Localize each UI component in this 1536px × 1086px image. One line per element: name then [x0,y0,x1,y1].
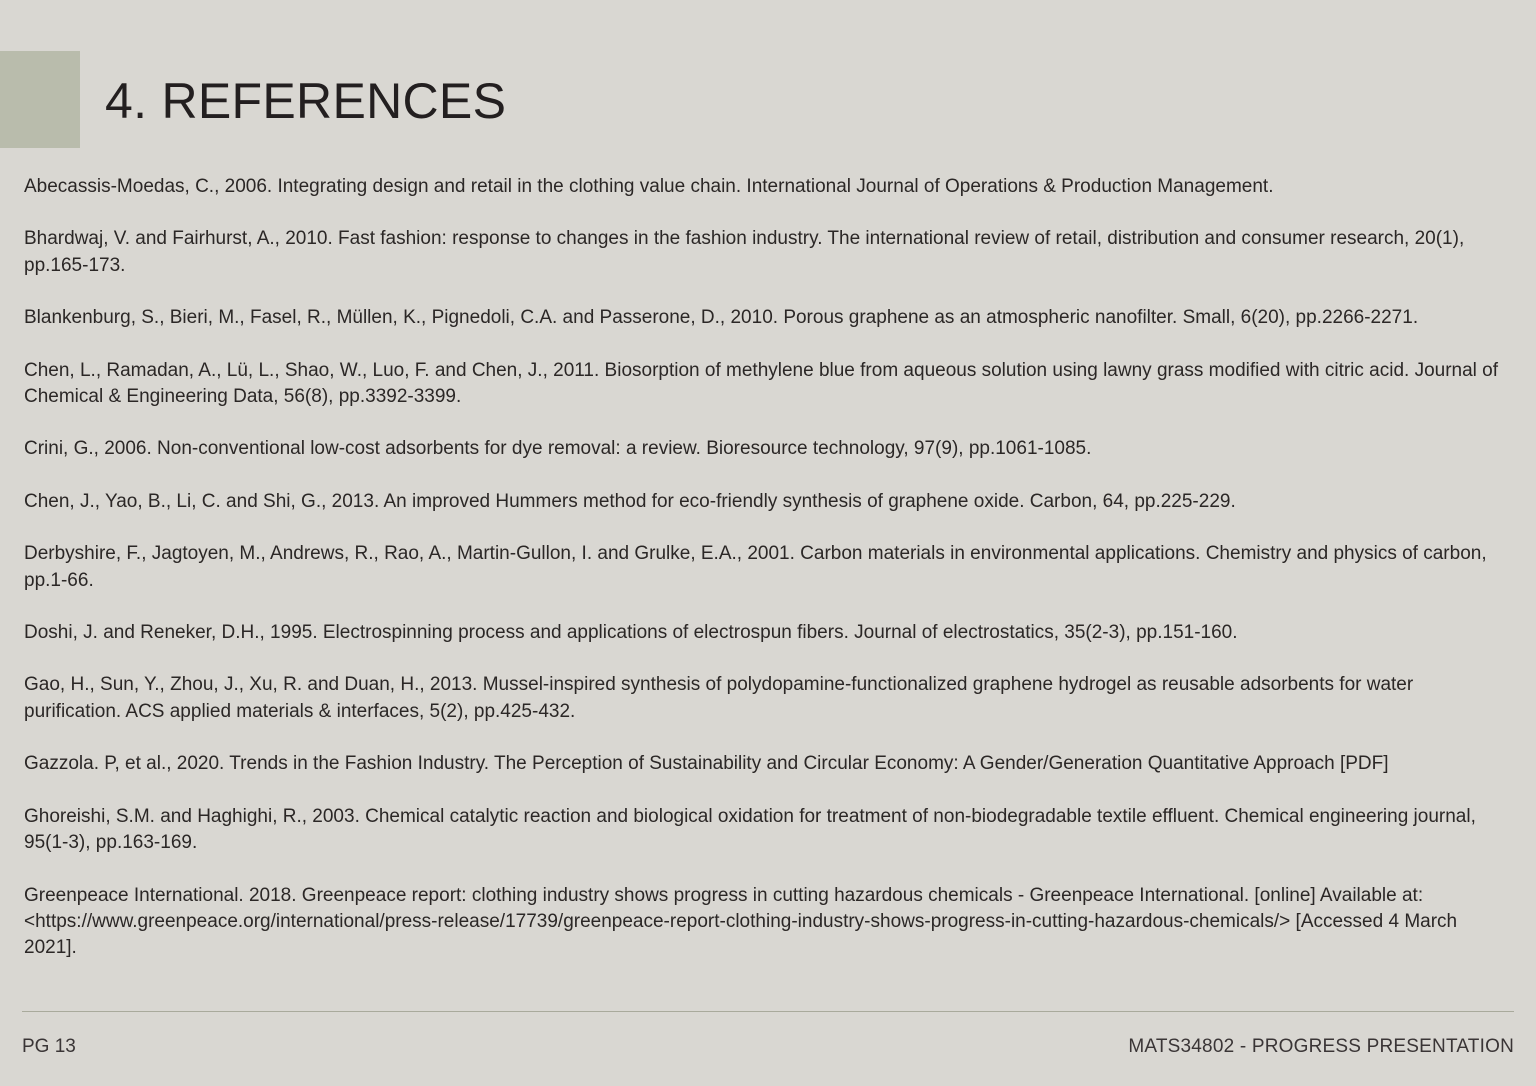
page-number: PG 13 [22,1036,76,1057]
reference-item: Ghoreishi, S.M. and Haghighi, R., 2003. Chemical catalytic reaction and biological oxidation for treatment of non-biodegradable textile effluent. Chemical engineering journal, 95(1-3), pp.163-169. [24,805,1476,854]
reference-item: Blankenburg, S., Bieri, M., Fasel, R., Müllen, K., Pignedoli, C.A. and Passerone, D., 2010. Porous graphene as an atmospheric nanofilter. Small, 6(20), pp.2266-2271. [24,307,1419,329]
reference-item: Greenpeace International. 2018. Greenpeace report: clothing industry shows progress in cutting hazardous chemicals - Greenpeace International. [online] Available at: <https://www.greenpeace.org/international/press-release/17739/greenpeace-report-clothing-industry-shows-progress-in-cutting-hazardous-chemicals/> [Accessed 4 March 2021]. [24,884,1458,959]
title-accent-block [0,51,80,148]
reference-item: Crini, G., 2006. Non-conventional low-cost adsorbents for dye removal: a review. Bioresource technology, 97(9), pp.1061-1085. [24,438,1092,460]
reference-item: Bhardwaj, V. and Fairhurst, A., 2010. Fast fashion: response to changes in the fashion industry. The international review of retail, distribution and consumer research, 20(1), pp.165-173. [24,228,1465,276]
reference-item: Abecassis-Moedas, C., 2006. Integrating design and retail in the clothing value chain. International Journal of Operations & Production Management. [24,176,1274,197]
reference-item: Gao, H., Sun, Y., Zhou, J., Xu, R. and Duan, H., 2013. Mussel-inspired synthesis of polydopamine-functionalized graphene hydrogel as reusable adsorbents for water purification. ACS applied materials & interfaces, 5(2), pp.425-432. [24,674,1414,722]
footer-divider [22,1011,1514,1012]
course-label: MATS34802 - PROGRESS PRESENTATION [1128,1036,1514,1057]
reference-item: Gazzola. P, et al., 2020. Trends in the Fashion Industry. The Perception of Sustainability and Circular Economy: A Gender/Generation Quantitative Approach [PDF] [24,753,1389,775]
page-title: 4. REFERENCES [105,73,507,129]
reference-item: Doshi, J. and Reneker, D.H., 1995. Electrospinning process and applications of electrospun fibers. Journal of electrostatics, 35(2-3), pp.151-160. [24,622,1238,644]
reference-list [24,174,1514,988]
reference-item: Derbyshire, F., Jagtoyen, M., Andrews, R., Rao, A., Martin-Gullon, I. and Grulke, E.A., 2001. Carbon materials in environmental applications. Chemistry and physics of carbon, pp.1-66. [24,543,1487,591]
reference-item: Chen, L., Ramadan, A., Lü, L., Shao, W., Luo, F. and Chen, J., 2011. Biosorption of methylene blue from aqueous solution using lawny grass modified with citric acid. Journal of Chemical & Engineering Data, 56(8), pp.3392-3399. [24,359,1499,408]
reference-item: Chen, J., Yao, B., Li, C. and Shi, G., 2013. An improved Hummers method for eco-friendly synthesis of graphene oxide. Carbon, 64, pp.225-229. [24,490,1236,512]
